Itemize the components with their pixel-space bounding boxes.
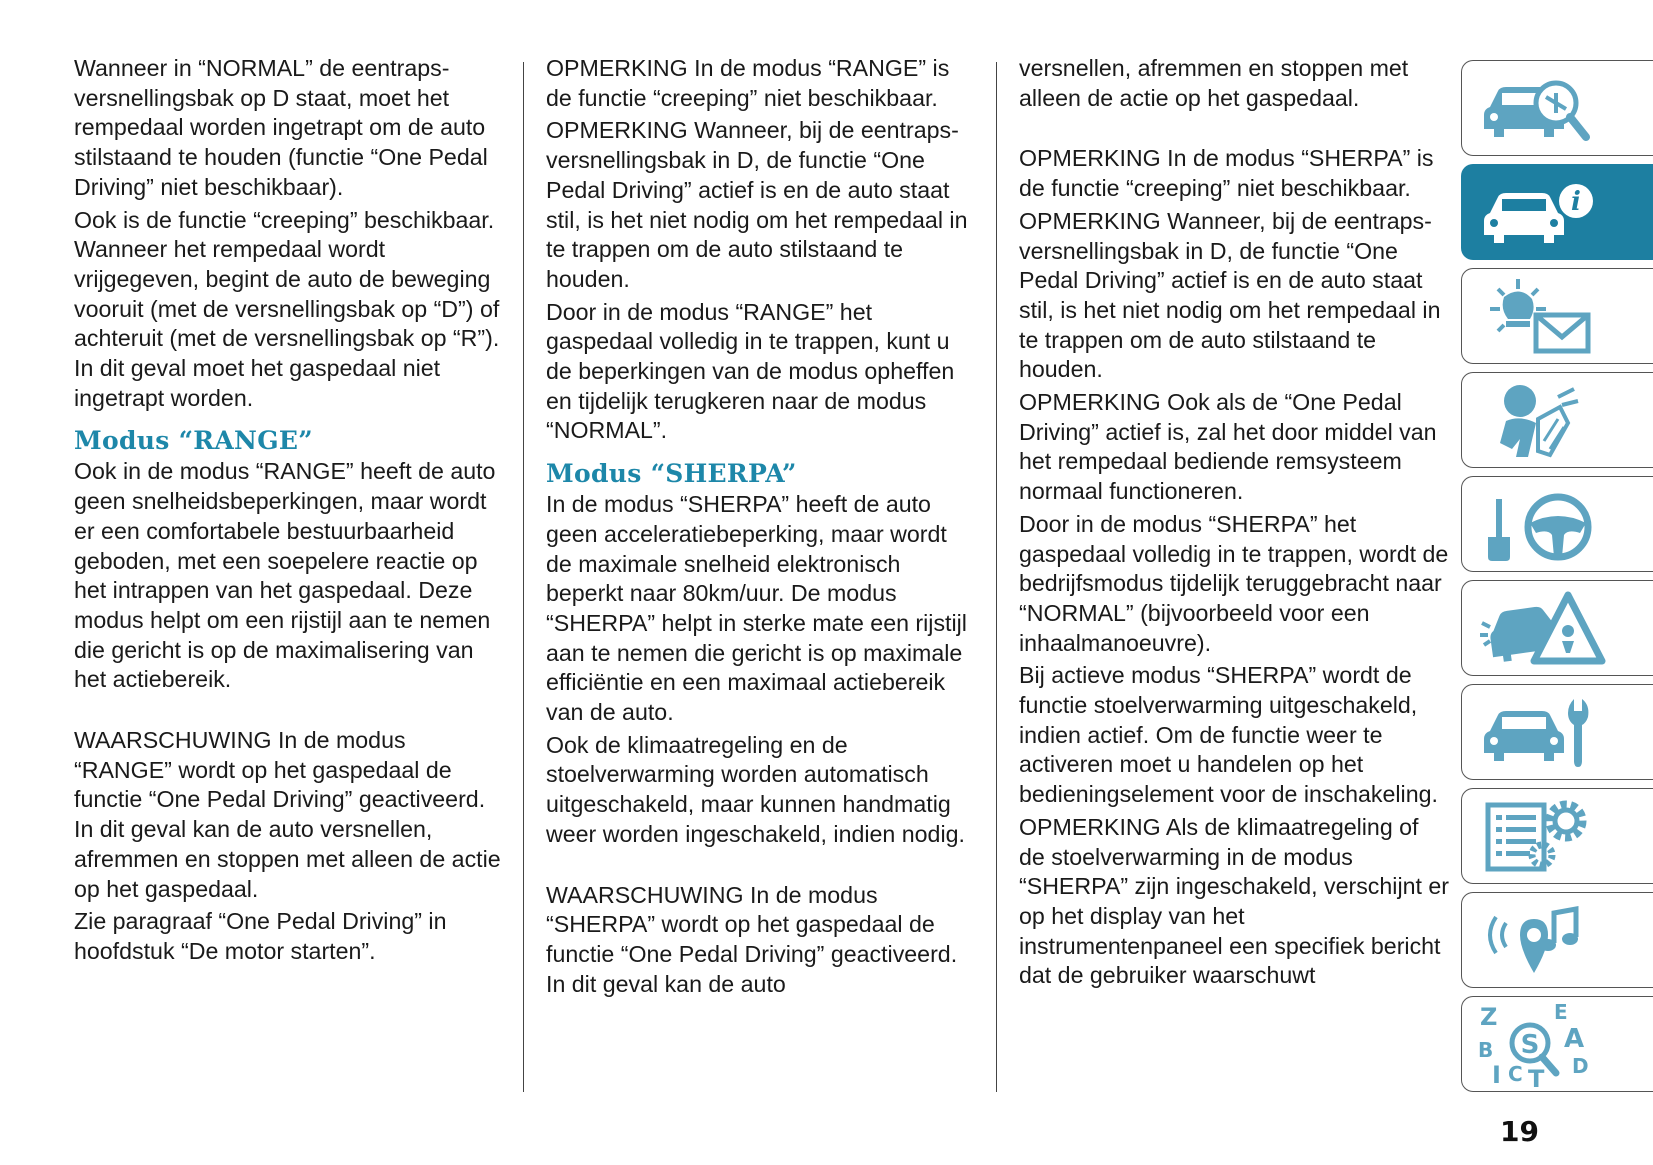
tab-safety[interactable] bbox=[1461, 372, 1653, 468]
index-letter: E bbox=[1554, 1003, 1568, 1024]
note-paragraph: OPMERKING In de modus “SHERPA” is de functie “creeping” niet beschikbaar. bbox=[1019, 145, 1434, 202]
warning-light-message-icon bbox=[1476, 275, 1606, 359]
tab-multimedia[interactable] bbox=[1461, 892, 1653, 988]
tab-dashboard-info[interactable] bbox=[1461, 164, 1653, 260]
car-info-icon bbox=[1476, 171, 1606, 255]
warning-paragraph: WAARSCHUWING In de modus “SHERPA” wordt op het gaspedaal de functie “One Pedal Driving” geactiveerd. In dit geval kan de auto bbox=[546, 881, 958, 997]
tab-maintenance[interactable] bbox=[1461, 684, 1653, 780]
section-heading-range: Modus “RANGE” bbox=[74, 426, 313, 456]
alphabetical-index-icon bbox=[1476, 1003, 1606, 1087]
tab-getting-to-know-vehicle[interactable] bbox=[1461, 60, 1653, 156]
paragraph: Zie paragraaf “One Pedal Driving” in hoofdstuk “De motor starten”. bbox=[74, 908, 447, 964]
svg-text:i: i bbox=[1571, 187, 1581, 217]
index-letter: B bbox=[1478, 1038, 1494, 1062]
note-paragraph: OPMERKING In de modus “RANGE” is de functie “creeping” niet beschikbaar. bbox=[546, 55, 950, 111]
person-airbag-icon bbox=[1476, 379, 1606, 463]
multimedia-music-icon bbox=[1476, 899, 1606, 983]
car-breakdown-triangle-icon bbox=[1476, 587, 1606, 671]
paragraph: Ook in de modus “RANGE” heeft de auto geen snelheidsbeperkingen, maar wordt er een comfortabele bestuurbaarheid geboden, met een soepelere reactie op het intrappen van het gaspedaal. Deze modus helpt om een rijstijl aan te nemen die gericht is op de maximalisering van het actiebereik. bbox=[74, 458, 496, 693]
text-column-1 bbox=[74, 54, 504, 970]
warning-paragraph: WAARSCHUWING In de modus “RANGE” wordt op het gaspedaal de functie “One Pedal Driving” geactiveerd. In dit geval kan de auto versnellen, afremmen en stoppen met alleen de actie op het gaspedaal. bbox=[74, 727, 501, 902]
tab-emergency[interactable] bbox=[1461, 580, 1653, 676]
index-letter: A bbox=[1564, 1024, 1585, 1054]
paragraph: In de modus “SHERPA” heeft de auto geen acceleratiebeperking, maar wordt de maximale snelheid elektronisch beperkt naar 80km/uur. De modus “SHERPA” helpt in sterke mate een rijstijl aan te nemen die gericht is op maximale efficiëntie en een maximaal actiebereik van de auto. bbox=[546, 491, 967, 726]
paragraph: Ook is de functie “creeping” beschikbaar. Wanneer het rempedaal wordt vrijgegeven, begint de auto de beweging vooruit (met de versnellingsbak op “D”) of achteruit (met de versnellingsbak op “R”). In dit geval moet het gaspedaal niet ingetrapt worden. bbox=[74, 206, 500, 411]
paragraph: Wanneer in “NORMAL” de eentraps-versnellingsbak op D staat, moet het rempedaal worden ingetrapt om de auto stilstaand te houden (functie “One Pedal Driving” niet beschikbaar). bbox=[74, 55, 488, 200]
index-letter: I bbox=[1492, 1061, 1501, 1087]
section-heading-sherpa: Modus “SHERPA” bbox=[546, 459, 797, 489]
note-paragraph: OPMERKING Als de klimaatregeling of de stoelverwarming in de modus “SHERPA” zijn ingeschakeld, verschijnt er op het display van het instrumentenpaneel een specifiek bericht dat de gebruiker waarschuwt bbox=[1019, 813, 1449, 989]
gear-lever-steering-wheel-icon bbox=[1476, 483, 1606, 567]
paragraph: versnellen, afremmen en stoppen met alleen de actie op het gaspedaal. bbox=[1019, 55, 1409, 111]
paragraph: Ook de klimaatregeling en de stoelverwarming worden automatisch uitgeschakeld, maar kunnen handmatig weer worden ingeschakeld, indien nodig. bbox=[546, 731, 965, 847]
tab-technical-data[interactable] bbox=[1461, 788, 1653, 884]
column-divider bbox=[996, 62, 997, 1092]
text-column-2 bbox=[546, 54, 976, 1002]
car-magnifier-icon bbox=[1476, 67, 1606, 151]
paragraph: Bij actieve modus “SHERPA” wordt de functie stoelverwarming uitgeschakeld, indien actief. Om de functie weer te activeren moet u handelen op het bedieningselement voor de inschakeling. bbox=[1019, 662, 1438, 808]
svg-text:S: S bbox=[1520, 1030, 1540, 1060]
note-paragraph: OPMERKING Wanneer, bij de eentraps-versnellingsbak in D, de functie “One Pedal Driving” actief is en de auto staat stil, is het niet nodig om het rempedaal in te trappen om de auto stilstaand te houden. bbox=[546, 117, 968, 292]
index-letter: Z bbox=[1480, 1003, 1498, 1031]
page-number: 19 bbox=[1500, 1115, 1539, 1148]
tab-alphabetical-index[interactable] bbox=[1461, 996, 1653, 1092]
spec-list-gear-icon bbox=[1476, 795, 1606, 879]
note-paragraph: OPMERKING Ook als de “One Pedal Driving” actief is, zal het door middel van het rempedaal bediende remsysteem normaal functioneren. bbox=[1019, 389, 1437, 505]
index-letter: D bbox=[1572, 1054, 1589, 1078]
paragraph: Door in de modus “SHERPA” het gaspedaal volledig in te trappen, wordt de bedrijfsmodus tijdelijk teruggebracht naar “NORMAL” (bijvoorbeeld voor een inhaalmanoeuvre). bbox=[1019, 510, 1449, 656]
paragraph: Door in de modus “RANGE” het gaspedaal volledig in te trappen, kunt u de beperkingen van de modus opheffen en tijdelijk terugkeren naar de modus “NORMAL”. bbox=[546, 298, 955, 444]
tab-warning-lights[interactable] bbox=[1461, 268, 1653, 364]
column-divider bbox=[523, 62, 524, 1092]
text-column-3 bbox=[1019, 54, 1449, 994]
index-letter: T bbox=[1528, 1065, 1545, 1087]
tab-starting-driving[interactable] bbox=[1461, 476, 1653, 572]
note-paragraph: OPMERKING Wanneer, bij de eentraps-versnellingsbak in D, de functie “One Pedal Driving” actief is en de auto staat stil, is het niet nodig om het rempedaal in te trappen om de auto stilstaand te houden. bbox=[1019, 207, 1441, 383]
car-wrench-icon bbox=[1476, 691, 1606, 775]
index-letter: C bbox=[1508, 1062, 1523, 1086]
